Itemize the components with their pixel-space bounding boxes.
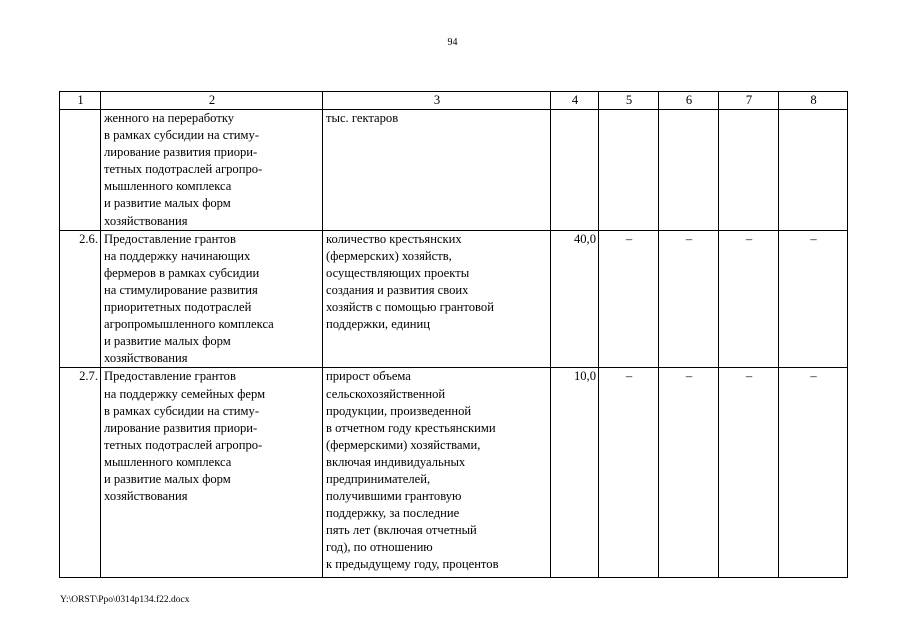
indicator-line: получившими грантовую xyxy=(326,489,462,504)
column-header: 2 xyxy=(101,92,323,110)
column-header: 4 xyxy=(551,92,599,110)
year-value-cell: – xyxy=(719,368,779,578)
measure-name-line: мышленного комплекса xyxy=(104,179,232,194)
measure-name-line: тетных подотраслей агропро- xyxy=(104,437,263,452)
indicator-line: сельскохозяйственной xyxy=(326,386,446,401)
measure-name-line: на поддержку семейных ферм xyxy=(104,386,266,401)
measure-name-line: хозяйствования xyxy=(104,213,188,228)
measure-name-line: на стимулирование развития xyxy=(104,282,258,297)
year-value-cell: – xyxy=(659,230,719,368)
measure-name-line: в рамках субсидии на стиму- xyxy=(104,128,260,143)
indicator-line: поддержки, единиц xyxy=(326,317,431,332)
indicator-cell xyxy=(323,368,551,578)
column-header: 5 xyxy=(599,92,659,110)
indicator-line: поддержку, за последние xyxy=(326,506,460,521)
indicator-line: создания и развития своих xyxy=(326,282,469,297)
measure-name-line: лирование развития приори- xyxy=(104,420,258,435)
measure-name-line: приоритетных подотраслей xyxy=(104,300,252,315)
indicator-line: тыс. гектаров xyxy=(326,111,399,125)
year-value-cell: – xyxy=(599,230,659,368)
measure-name-line: хозяйствования xyxy=(104,351,188,366)
indicator-line: год), по отношению xyxy=(326,540,433,555)
measure-name-line: и развитие малых форм xyxy=(104,196,231,211)
page-number: 94 xyxy=(447,37,458,48)
column-header: 1 xyxy=(60,92,101,110)
year-value-cell: – xyxy=(719,230,779,368)
indicator-line: продукции, произведенной xyxy=(326,403,472,418)
indicator-line: включая индивидуальных xyxy=(326,454,466,469)
year-value-cell: – xyxy=(779,230,848,368)
indicators-table xyxy=(59,91,848,578)
column-header: 7 xyxy=(719,92,779,110)
year-value-cell: – xyxy=(659,368,719,578)
measure-name-cell xyxy=(101,110,323,231)
measure-name-line: Предоставление грантов xyxy=(104,231,236,246)
measure-name-cell xyxy=(101,368,323,578)
header-row xyxy=(60,92,848,110)
year-value-cell: – xyxy=(779,368,848,578)
measure-name-line: фермеров в рамках субсидии xyxy=(104,265,260,280)
indicator-line: осуществляющих проекты xyxy=(326,265,470,280)
column-header: 3 xyxy=(323,92,551,110)
row-number-cell: 2.7. xyxy=(60,368,101,578)
column-header: 8 xyxy=(779,92,848,110)
indicator-cell xyxy=(323,110,551,231)
measure-name-line: мышленного комплекса xyxy=(104,454,232,469)
year-value-cell xyxy=(719,110,779,231)
measure-name-line: в рамках субсидии на стиму- xyxy=(104,403,260,418)
measure-name-line: Предоставление грантов xyxy=(104,369,236,384)
indicator-line: предпринимателей, xyxy=(326,471,431,486)
indicator-line: хозяйств с помощью грантовой xyxy=(326,300,494,315)
measure-name-line: женного на переработку xyxy=(104,111,235,125)
value-cell: 40,0 xyxy=(551,230,599,368)
file-path-footer: Y:\ORST\Ppo\0314p134.f22.docx xyxy=(60,595,190,605)
indicator-line: (фермерских) хозяйств, xyxy=(326,248,452,263)
indicator-line: в отчетном году крестьянскими xyxy=(326,420,496,435)
table-row xyxy=(60,230,848,368)
indicator-cell xyxy=(323,230,551,368)
measure-name-line: агропромышленного комплекса xyxy=(104,317,274,332)
measure-name-cell xyxy=(101,230,323,368)
column-header: 6 xyxy=(659,92,719,110)
indicator-line: пять лет (включая отчетный xyxy=(326,523,477,538)
measure-name-line: тетных подотраслей агропро- xyxy=(104,162,263,177)
indicator-line: к предыдущему году, процентов xyxy=(326,557,499,572)
measure-name-line: и развитие малых форм xyxy=(104,471,231,486)
row-number-cell: 2.6. xyxy=(60,230,101,368)
table-row xyxy=(60,110,848,231)
year-value-cell xyxy=(659,110,719,231)
indicator-line: количество крестьянских xyxy=(326,231,462,246)
year-value-cell xyxy=(599,110,659,231)
value-cell xyxy=(551,110,599,231)
indicator-line: прирост объема xyxy=(326,369,411,384)
value-cell: 10,0 xyxy=(551,368,599,578)
table-row xyxy=(60,368,848,578)
measure-name-line: хозяйствования xyxy=(104,489,188,504)
measure-name-line: на поддержку начинающих xyxy=(104,248,251,263)
year-value-cell: – xyxy=(599,368,659,578)
year-value-cell xyxy=(779,110,848,231)
indicator-line: (фермерскими) хозяйствами, xyxy=(326,437,481,452)
measure-name-line: лирование развития приори- xyxy=(104,145,258,160)
measure-name-line: и развитие малых форм xyxy=(104,334,231,349)
row-number-cell xyxy=(60,110,101,231)
